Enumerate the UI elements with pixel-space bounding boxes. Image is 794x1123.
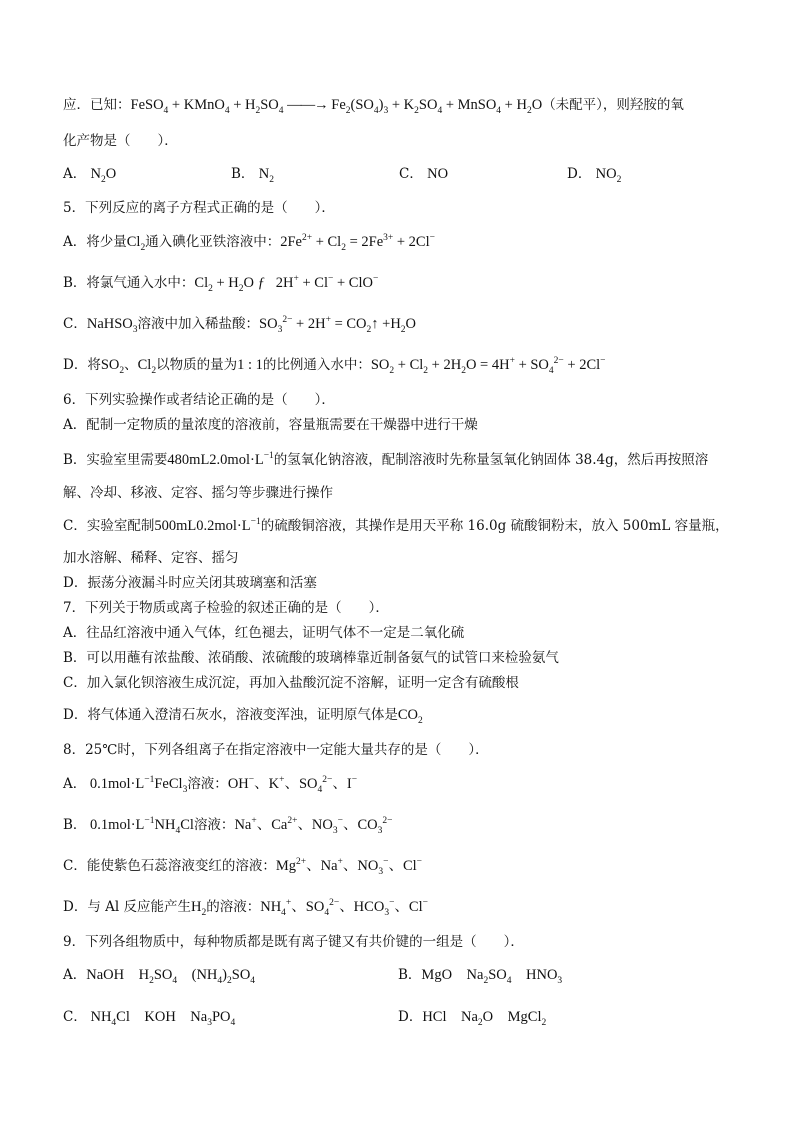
q4-equation-line bbox=[63, 96, 754, 114]
q5-option-a[interactable]: A．将少量$Cl_2$通入碘化亚铁溶液中：$2Fe^{2+} + Cl_2 = 2Fe^{3+} + 2Cl^-$ bbox=[63, 233, 435, 253]
q6-option-b-line1[interactable]: B．实验室里需要$480mL2.0mol\cdot L^{-1}$的氢氧化钠溶液，配制溶液时先称量氢氧化钠固体 38.4g，然后再按照溶 bbox=[63, 451, 709, 468]
q8-option-d[interactable]: D．与 Al 反应能产生$H_2$的溶液：$NH_4^+$、$SO_4^{2-}$、$HCO_3^-$、Cl− bbox=[63, 898, 428, 918]
q7-option-d[interactable]: D．将气体通入澄清石灰水，溶液变浑浊，证明原气体是$CO_2$ bbox=[63, 707, 423, 726]
q6-option-a[interactable]: A．配制一定物质的量浓度的溶液前，容量瓶需要在干燥器中进行干燥 bbox=[63, 417, 478, 433]
q9-option-a[interactable]: A．NaOH $H_2SO_4$ $(NH_4)_2SO_4$ bbox=[63, 967, 256, 986]
q6-stem: 6．下列实验操作或者结论正确的是（ ）． bbox=[63, 392, 335, 408]
q7-option-a[interactable]: A．往品红溶液中通入气体，红色褪去，证明气体不一定是二氧化硫 bbox=[63, 625, 465, 641]
q8-option-a[interactable]: A． $0.1mol\cdot L^{-1}FeCl_3$溶液：OH−、K+、$SO_4^{2-}$、I− bbox=[63, 775, 358, 795]
q5-option-b[interactable]: B．将氯气通入水中：$Cl_2 + H_2O$ ƒ 2H+ + Cl− + ClO− bbox=[63, 274, 379, 294]
q7-option-b[interactable]: B．可以用蘸有浓盐酸、浓硝酸、浓硫酸的玻璃棒靠近制备氨气的试管口来检验氨气 bbox=[63, 650, 559, 666]
q9-options-cd bbox=[63, 1008, 754, 1026]
q6-option-b-line2: 解、冷却、移液、定容、摇匀等步骤进行操作 bbox=[63, 485, 333, 501]
q6-option-c-line2: 加水溶解、稀释、定容、摇匀 bbox=[63, 550, 239, 566]
q6-option-d[interactable]: D．振荡分液漏斗时应关闭其玻璃塞和活塞 bbox=[63, 575, 317, 591]
q4-tail: （未配平），则羟胺的氧 bbox=[542, 97, 684, 113]
q9-options-ab bbox=[63, 966, 754, 984]
q8-stem: 8．25℃时，下列各组离子在指定溶液中一定能大量共存的是（ ）． bbox=[63, 742, 489, 758]
q9-option-b[interactable]: B．MgO $Na_2SO_4$ $HNO_3$ bbox=[398, 967, 563, 986]
q7-stem: 7．下列关于物质或离子检验的叙述正确的是（ ）． bbox=[63, 600, 389, 616]
q9-stem: 9．下列各组物质中，每种物质都是既有离子键又有共价键的一组是（ ）． bbox=[63, 934, 524, 950]
q6-option-c-line1[interactable]: C．实验室配制$500mL0.2mol\cdot L^{-1}$的硫酸铜溶液，其操作是用天平称 16.0g 硫酸铜粉末，放入 500mL 容量瓶， bbox=[63, 517, 729, 534]
q4-option-b[interactable]: B． $N_2$ bbox=[231, 166, 274, 185]
q4-option-a[interactable]: A． $N_2O$ bbox=[63, 166, 117, 185]
q4-option-c[interactable]: C． NO bbox=[399, 166, 449, 182]
q4-line2: 化产物是（ ）． bbox=[63, 133, 178, 149]
q9-option-c[interactable]: C． $NH_4Cl$ KOH $Na_3PO_4$ bbox=[63, 1009, 236, 1028]
q8-option-c[interactable]: C．能使紫色石蕊溶液变红的溶液：$Mg^{2+}$、Na+、$NO_3^-$、Cl− bbox=[63, 857, 423, 877]
q5-option-c[interactable]: C．NaHSO$_3$溶液中加入稀盐酸：$SO_3^{2-} + 2H^+$ = $CO_2↑ +H_2O$ bbox=[63, 315, 417, 335]
q9-option-d[interactable]: D．HCl $Na_2O$ MgCl$_2$ bbox=[398, 1009, 547, 1028]
q4-lead: 应．已知： bbox=[63, 97, 131, 113]
q4-option-d[interactable]: D． $NO_2$ bbox=[567, 166, 622, 185]
q5-option-d[interactable]: D．将$SO_2$、$Cl_2$以物质的量为1 : 1的比例通入水中：$SO_2 + Cl_2 + 2H_2O = 4H^+ + SO_4^{2-} + 2Cl^-$ bbox=[63, 356, 606, 376]
q8-option-b[interactable]: B． $0.1mol\cdot L^{-1}NH_4Cl$溶液：Na+、$Ca^{2+}$、$NO_3^-$、$CO_3^{2-}$ bbox=[63, 816, 393, 836]
q5-stem: 5．下列反应的离子方程式正确的是（ ）． bbox=[63, 200, 335, 216]
q7-option-c[interactable]: C．加入氯化钡溶液生成沉淀，再加入盐酸沉淀不溶解，证明一定含有硫酸根 bbox=[63, 675, 519, 691]
q4-options bbox=[63, 165, 754, 183]
q4-equation: FeSO$_4$ + KMnO$_4$ + $H_2SO_4$ ——→ $Fe_2(SO_4)_3 + K_2SO_4$ + MnSO$_4$ + $H_2O$ bbox=[130, 97, 543, 116]
